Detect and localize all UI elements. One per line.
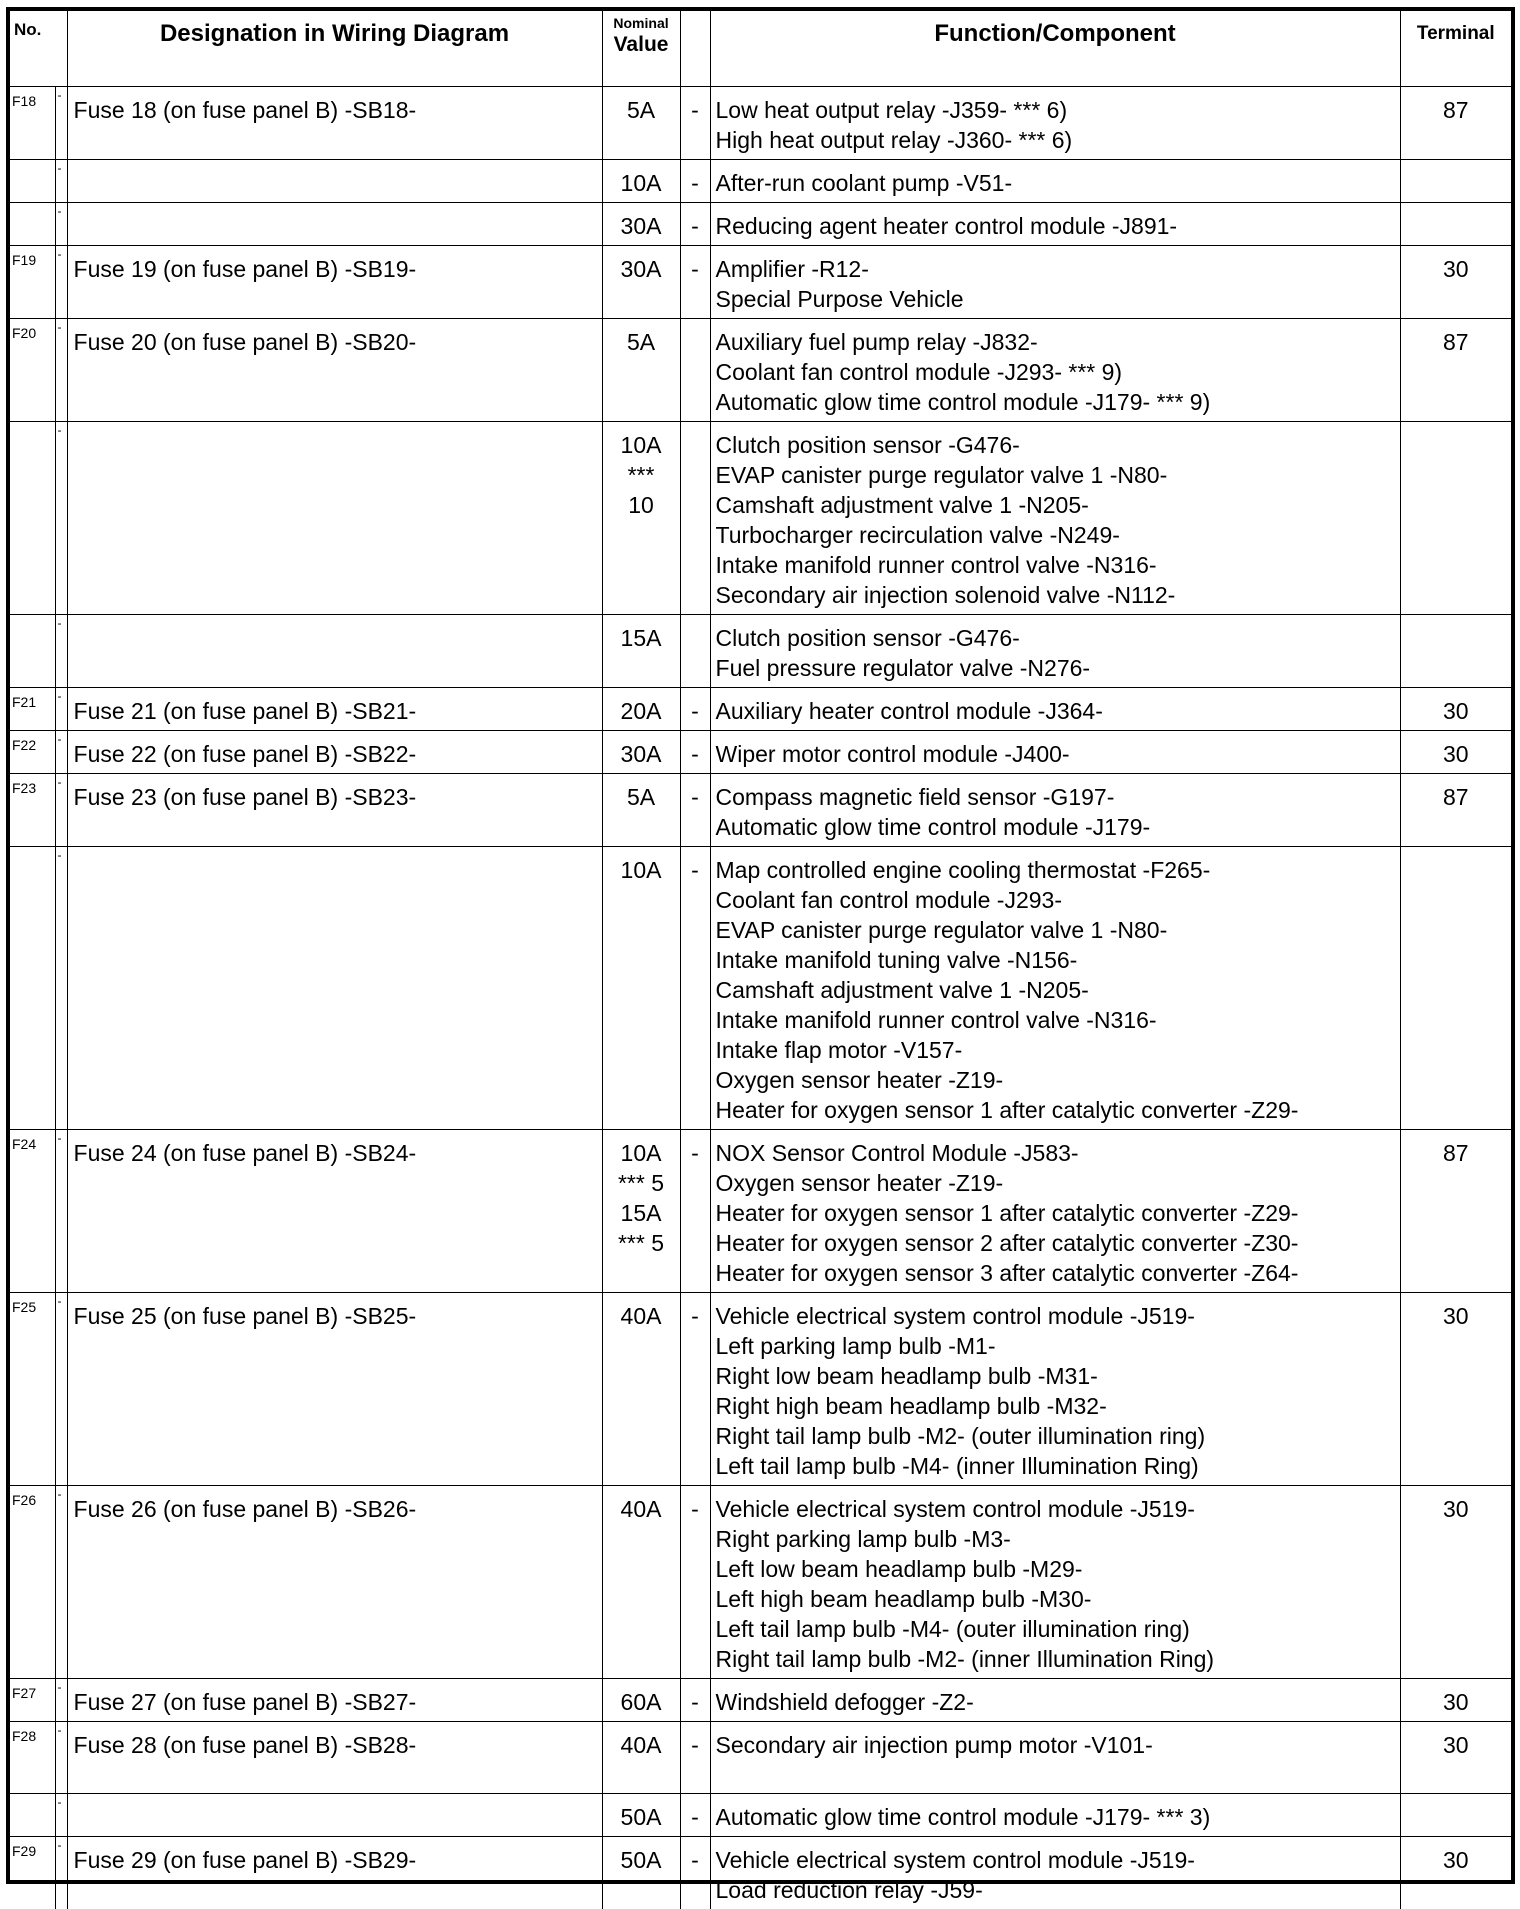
dash-cell: - xyxy=(680,730,710,773)
nominal-value-line: 30A xyxy=(620,255,662,282)
nominal-value-line: 15A xyxy=(620,1199,662,1226)
component-line: Windshield defogger -Z2- xyxy=(715,1688,974,1715)
nominal-value-cell xyxy=(602,1793,680,1836)
component-line: Low heat output relay -J359- *** 6) xyxy=(715,96,1068,123)
dash-header xyxy=(680,11,710,86)
component-line: Fuel pressure regulator valve -N276- xyxy=(715,654,1091,681)
designation-cell: Fuse 20 (on fuse panel B) -SB20- xyxy=(67,318,602,421)
component-line: Wiper motor control module -J400- xyxy=(715,740,1070,767)
terminal-cell: 30 xyxy=(1400,1836,1511,1909)
component-line: Vehicle electrical system control module -J519- xyxy=(715,1495,1195,1522)
dash-cell xyxy=(680,421,710,614)
terminal-cell xyxy=(1400,202,1511,245)
nominal-value-cell xyxy=(602,1485,680,1678)
component-line: Turbocharger recirculation valve -N249- xyxy=(715,521,1120,548)
nominal-value-cell xyxy=(602,245,680,318)
row-marker: - xyxy=(55,1836,67,1909)
nominal-value-cell xyxy=(602,159,680,202)
nominal-value-cell xyxy=(602,1292,680,1485)
nominal-value-line: 40A xyxy=(620,1495,662,1522)
terminal-cell: 87 xyxy=(1400,773,1511,846)
dash-cell: - xyxy=(680,773,710,846)
designation-cell: Fuse 28 (on fuse panel B) -SB28- xyxy=(67,1721,602,1793)
nominal-value-cell xyxy=(602,86,680,159)
row-marker: - xyxy=(55,421,67,614)
component-line: Left tail lamp bulb -M4- (outer illumination ring) xyxy=(715,1615,1190,1642)
table-row xyxy=(10,86,1511,159)
fuse-table xyxy=(10,11,1511,1909)
table-row xyxy=(10,687,1511,730)
nominal-value-cell xyxy=(602,614,680,687)
component-line: Automatic glow time control module -J179- *** 9) xyxy=(715,388,1211,415)
terminal-cell xyxy=(1400,1793,1511,1836)
component-line: Camshaft adjustment valve 1 -N205- xyxy=(715,976,1089,1003)
component-line: Oxygen sensor heater -Z19- xyxy=(715,1169,1004,1196)
component-line: Auxiliary fuel pump relay -J832- xyxy=(715,328,1038,355)
nominal-value-cell xyxy=(602,687,680,730)
fuse-number xyxy=(10,1793,55,1836)
function-cell xyxy=(710,1292,1400,1485)
fuse-number: F26 xyxy=(10,1485,55,1678)
terminal-cell xyxy=(1400,159,1511,202)
row-marker: - xyxy=(55,1678,67,1721)
dash-cell: - xyxy=(680,687,710,730)
function-cell xyxy=(710,1678,1400,1721)
component-line: Vehicle electrical system control module -J519- xyxy=(715,1302,1195,1329)
terminal-cell: 30 xyxy=(1400,730,1511,773)
row-marker: - xyxy=(55,86,67,159)
nominal-header-top: Nominal xyxy=(613,15,669,31)
fuse-number xyxy=(10,614,55,687)
component-line: Automatic glow time control module -J179- *** 3) xyxy=(715,1803,1211,1830)
component-line: Load reduction relay -J59- xyxy=(715,1876,983,1903)
designation-cell: Fuse 22 (on fuse panel B) -SB22- xyxy=(67,730,602,773)
component-line: Right tail lamp bulb -M2- (outer illumination ring) xyxy=(715,1422,1206,1449)
component-line: Auxiliary heater control module -J364- xyxy=(715,697,1103,724)
component-line: Amplifier -R12- xyxy=(715,255,869,282)
component-line: Right parking lamp bulb -M3- xyxy=(715,1525,1011,1552)
component-line: Left parking lamp bulb -M1- xyxy=(715,1332,996,1359)
component-line: Reducing agent heater control module -J891- xyxy=(715,212,1178,239)
dash-cell: - xyxy=(680,245,710,318)
fuse-number: F19 xyxy=(10,245,55,318)
function-cell xyxy=(710,1129,1400,1292)
designation-cell xyxy=(67,1793,602,1836)
component-line: High heat output relay -J360- *** 6) xyxy=(715,126,1073,153)
nominal-value-cell xyxy=(602,846,680,1129)
designation-cell xyxy=(67,202,602,245)
table-row xyxy=(10,159,1511,202)
dash-cell xyxy=(680,614,710,687)
fuse-number: F22 xyxy=(10,730,55,773)
dash-cell: - xyxy=(680,1485,710,1678)
designation-cell: Fuse 26 (on fuse panel B) -SB26- xyxy=(67,1485,602,1678)
function-cell xyxy=(710,86,1400,159)
component-line: Special Purpose Vehicle xyxy=(715,285,964,312)
designation-cell: Fuse 24 (on fuse panel B) -SB24- xyxy=(67,1129,602,1292)
terminal-cell: 87 xyxy=(1400,318,1511,421)
component-line: Heater for oxygen sensor 1 after catalytic converter -Z29- xyxy=(715,1199,1299,1226)
nominal-value-cell xyxy=(602,1678,680,1721)
table-row xyxy=(10,202,1511,245)
fuse-number: F24 xyxy=(10,1129,55,1292)
terminal-header: Terminal xyxy=(1400,11,1511,86)
designation-cell xyxy=(67,421,602,614)
table-row xyxy=(10,1721,1511,1793)
table-row xyxy=(10,1292,1511,1485)
component-line: Right tail lamp bulb -M2- (inner Illumination Ring) xyxy=(715,1645,1215,1672)
component-line: Intake manifold runner control valve -N316- xyxy=(715,551,1157,578)
fuse-number: F23 xyxy=(10,773,55,846)
nominal-value-line: 40A xyxy=(620,1302,662,1329)
designation-header: Designation in Wiring Diagram xyxy=(67,11,602,86)
table-row xyxy=(10,1129,1511,1292)
header-row xyxy=(10,11,1511,86)
fuse-number xyxy=(10,202,55,245)
dash-cell: - xyxy=(680,846,710,1129)
nominal-value-line: 40A xyxy=(620,1731,662,1758)
component-line: Heater for oxygen sensor 2 after catalytic converter -Z30- xyxy=(715,1229,1299,1256)
nominal-value-line: 5A xyxy=(626,96,656,123)
nominal-value-line: 10A xyxy=(620,431,662,458)
table-row xyxy=(10,318,1511,421)
fuse-number xyxy=(10,159,55,202)
dash-cell: - xyxy=(680,1721,710,1793)
nominal-value-header xyxy=(602,11,680,86)
component-line: Intake manifold tuning valve -N156- xyxy=(715,946,1078,973)
component-line: Intake flap motor -V157- xyxy=(715,1036,963,1063)
table-row xyxy=(10,421,1511,614)
component-line: Heater for oxygen sensor 1 after catalytic converter -Z29- xyxy=(715,1096,1299,1123)
nominal-value-line: 30A xyxy=(620,212,662,239)
fuse-number: F27 xyxy=(10,1678,55,1721)
nominal-value-cell xyxy=(602,318,680,421)
function-cell xyxy=(710,1485,1400,1678)
component-line: Intake manifold runner control valve -N316- xyxy=(715,1006,1157,1033)
fuse-number: F29 xyxy=(10,1836,55,1909)
nominal-value-cell xyxy=(602,421,680,614)
nominal-value-line: 50A xyxy=(620,1846,662,1873)
designation-cell: Fuse 19 (on fuse panel B) -SB19- xyxy=(67,245,602,318)
nominal-value-line: 20A xyxy=(620,697,662,724)
nominal-value-line: 60A xyxy=(620,1688,662,1715)
nominal-value-line: 50A xyxy=(620,1803,662,1830)
fuse-number xyxy=(10,421,55,614)
function-cell xyxy=(710,687,1400,730)
nominal-value-line: 10A xyxy=(620,1139,662,1166)
dash-cell: - xyxy=(680,159,710,202)
component-line: Clutch position sensor -G476- xyxy=(715,624,1020,651)
designation-cell: Fuse 21 (on fuse panel B) -SB21- xyxy=(67,687,602,730)
fuse-table-document xyxy=(6,7,1515,1903)
designation-cell: Fuse 29 (on fuse panel B) -SB29- xyxy=(67,1836,602,1909)
component-line: Automatic glow time control module -J179- xyxy=(715,813,1151,840)
dash-cell: - xyxy=(680,1292,710,1485)
terminal-cell: 30 xyxy=(1400,245,1511,318)
component-line: Camshaft adjustment valve 1 -N205- xyxy=(715,491,1089,518)
row-marker: - xyxy=(55,202,67,245)
function-cell xyxy=(710,421,1400,614)
component-line: Coolant fan control module -J293- *** 9) xyxy=(715,358,1123,385)
nominal-value-line: 10A xyxy=(620,856,662,883)
row-marker: - xyxy=(55,1721,67,1793)
fuse-number: F20 xyxy=(10,318,55,421)
dash-cell: - xyxy=(680,86,710,159)
function-cell xyxy=(710,318,1400,421)
fuse-number: F21 xyxy=(10,687,55,730)
component-line: Left tail lamp bulb -M4- (inner Illumination Ring) xyxy=(715,1452,1199,1479)
table-row xyxy=(10,1678,1511,1721)
nominal-value-line: 5A xyxy=(626,328,656,355)
terminal-cell: 30 xyxy=(1400,1485,1511,1678)
function-cell xyxy=(710,1721,1400,1793)
table-row xyxy=(10,773,1511,846)
component-line: Compass magnetic field sensor -G197- xyxy=(715,783,1115,810)
terminal-cell xyxy=(1400,614,1511,687)
nominal-value-cell xyxy=(602,773,680,846)
table-row xyxy=(10,1485,1511,1678)
terminal-cell: 30 xyxy=(1400,1678,1511,1721)
fuse-number: F28 xyxy=(10,1721,55,1793)
component-line: Left high beam headlamp bulb -M30- xyxy=(715,1585,1092,1612)
dash-cell: - xyxy=(680,1678,710,1721)
function-cell xyxy=(710,159,1400,202)
table-row xyxy=(10,1793,1511,1836)
designation-cell: Fuse 27 (on fuse panel B) -SB27- xyxy=(67,1678,602,1721)
component-line: Secondary air injection solenoid valve -N112- xyxy=(715,581,1176,608)
dash-cell: - xyxy=(680,202,710,245)
function-cell xyxy=(710,773,1400,846)
designation-cell xyxy=(67,159,602,202)
dash-cell: - xyxy=(680,1836,710,1909)
function-cell xyxy=(710,202,1400,245)
designation-cell: Fuse 25 (on fuse panel B) -SB25- xyxy=(67,1292,602,1485)
nominal-value-line: 10 xyxy=(628,491,654,518)
designation-cell: Fuse 18 (on fuse panel B) -SB18- xyxy=(67,86,602,159)
terminal-cell: 87 xyxy=(1400,1129,1511,1292)
table-row xyxy=(10,245,1511,318)
nominal-value-cell xyxy=(602,1129,680,1292)
component-line: Vehicle electrical system control module -J519- xyxy=(715,1846,1195,1873)
component-line: Map controlled engine cooling thermostat -F265- xyxy=(715,856,1211,883)
nominal-value-line: 10A xyxy=(620,169,662,196)
nominal-value-line: 15A xyxy=(620,624,662,651)
nominal-value-cell xyxy=(602,1721,680,1793)
table-body xyxy=(10,86,1511,1909)
terminal-cell: 87 xyxy=(1400,86,1511,159)
component-line: Heater for oxygen sensor 3 after catalytic converter -Z64- xyxy=(715,1259,1299,1286)
row-marker: - xyxy=(55,687,67,730)
nominal-value-cell xyxy=(602,730,680,773)
component-line: Right low beam headlamp bulb -M31- xyxy=(715,1362,1098,1389)
designation-cell xyxy=(67,846,602,1129)
dash-cell: - xyxy=(680,1793,710,1836)
row-marker: - xyxy=(55,773,67,846)
row-marker: - xyxy=(55,614,67,687)
table-row xyxy=(10,730,1511,773)
row-marker: - xyxy=(55,1793,67,1836)
terminal-cell: 30 xyxy=(1400,687,1511,730)
fuse-number: F18 xyxy=(10,86,55,159)
table-row xyxy=(10,846,1511,1129)
fuse-number xyxy=(10,846,55,1129)
function-header: Function/Component xyxy=(710,11,1400,86)
row-marker: - xyxy=(55,318,67,421)
component-line: Secondary air injection pump motor -V101- xyxy=(715,1731,1153,1758)
nominal-value-line: *** xyxy=(627,461,655,488)
component-line: Oxygen sensor heater -Z19- xyxy=(715,1066,1004,1093)
nominal-value-line: *** 5 xyxy=(617,1169,665,1196)
terminal-cell: 30 xyxy=(1400,1721,1511,1793)
fuse-number: F25 xyxy=(10,1292,55,1485)
function-cell xyxy=(710,1793,1400,1836)
component-line: After-run coolant pump -V51- xyxy=(715,169,1013,196)
component-line: Right high beam headlamp bulb -M32- xyxy=(715,1392,1107,1419)
terminal-cell xyxy=(1400,846,1511,1129)
row-marker: - xyxy=(55,245,67,318)
component-line: Clutch position sensor -G476- xyxy=(715,431,1020,458)
dash-cell xyxy=(680,318,710,421)
nominal-value-line: 5A xyxy=(626,783,656,810)
row-marker: - xyxy=(55,1485,67,1678)
component-line: EVAP canister purge regulator valve 1 -N80- xyxy=(715,461,1168,488)
function-cell xyxy=(710,846,1400,1129)
component-line: EVAP canister purge regulator valve 1 -N80- xyxy=(715,916,1168,943)
designation-cell xyxy=(67,614,602,687)
component-line: NOX Sensor Control Module -J583- xyxy=(715,1139,1079,1166)
function-cell xyxy=(710,614,1400,687)
row-marker: - xyxy=(55,846,67,1129)
dash-cell: - xyxy=(680,1129,710,1292)
nominal-header-bottom: Value xyxy=(613,33,669,56)
row-marker: - xyxy=(55,159,67,202)
terminal-cell: 30 xyxy=(1400,1292,1511,1485)
no-header: No. xyxy=(10,11,67,86)
terminal-cell xyxy=(1400,421,1511,614)
function-cell xyxy=(710,730,1400,773)
row-marker: - xyxy=(55,1292,67,1485)
component-line: Coolant fan control module -J293- xyxy=(715,886,1062,913)
nominal-value-line: 30A xyxy=(620,740,662,767)
nominal-value-cell xyxy=(602,202,680,245)
nominal-value-line: *** 5 xyxy=(617,1229,665,1256)
row-marker: - xyxy=(55,730,67,773)
designation-cell: Fuse 23 (on fuse panel B) -SB23- xyxy=(67,773,602,846)
function-cell xyxy=(710,245,1400,318)
row-marker: - xyxy=(55,1129,67,1292)
table-row xyxy=(10,614,1511,687)
component-line: Left low beam headlamp bulb -M29- xyxy=(715,1555,1083,1582)
